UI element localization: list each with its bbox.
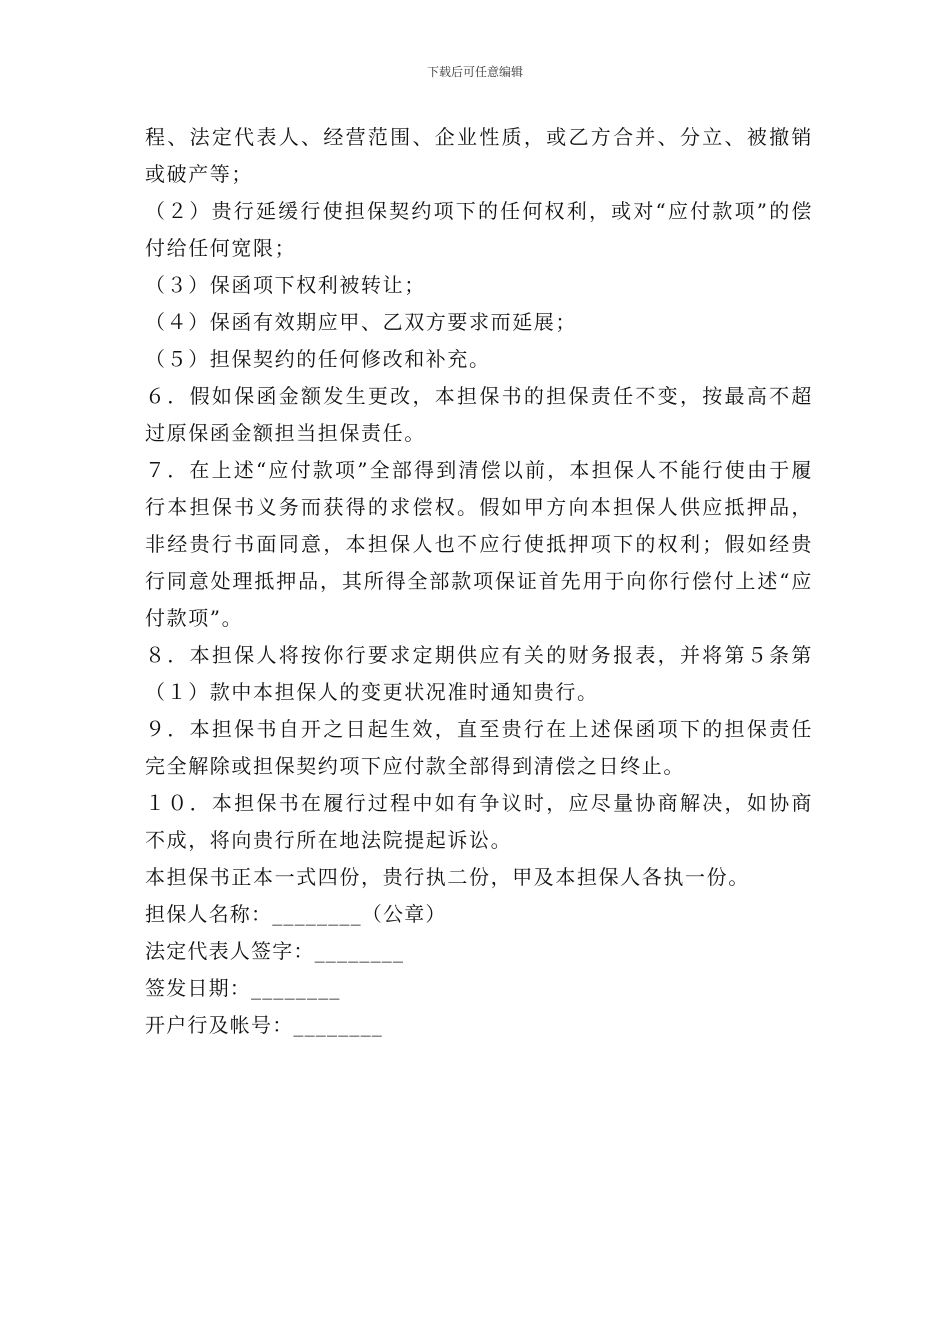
paragraph-clause-5-5: （５）担保契约的任何修改和补充。 (145, 347, 491, 371)
paragraph-clause-9: ９．本担保书自开之日起生效，直至贵行在上述保函项下的担保责任完全解除或担保契约项下应付款全部得到清偿之日终止。 (145, 717, 813, 778)
paragraph-clause-6: ６．假如保函金额发生更改，本担保书的担保责任不变，按最高不超过原保函金额担当担保责任。 (145, 384, 813, 445)
guarantor-name-field: 担保人名称：________（公章） (145, 902, 447, 926)
document-body (145, 119, 813, 1044)
issue-date-field: 签发日期：________ (145, 976, 341, 1000)
paragraph-clause-5-2: （２）贵行延缓行使担保契约项下的任何权利，或对“应付款项”的偿付给任何宽限； (145, 199, 813, 260)
paragraph-clause-10: １０．本担保书在履行过程中如有争议时，应尽量协商解决，如协商不成，将向贵行所在地法院提起诉讼。 (145, 791, 813, 852)
paragraph-copies-note: 本担保书正本一式四份，贵行执二份，甲及本担保人各执一份。 (145, 865, 750, 889)
paragraph-clause-7: ７．在上述“应付款项”全部得到清偿以前，本担保人不能行使由于履行本担保书义务而获得的求偿权。假如甲方向本担保人供应抵押品，非经贵行书面同意，本担保人也不应行使抵押项下的权利；假如经贵行同意处理抵押品，其所得全部款项保证首先用于向你行偿付上述“应付款项”。 (145, 458, 813, 630)
page-header-note: 下载后可任意编辑 (426, 65, 523, 79)
paragraph-clause-8: ８．本担保人将按你行要求定期供应有关的财务报表，并将第５条第（１）款中本担保人的变更状况准时通知贵行。 (145, 643, 813, 704)
bank-account-field: 开户行及帐号：________ (145, 1013, 383, 1037)
paragraph-clause-5-4: （４）保函有效期应甲、乙双方要求而延展； (145, 310, 577, 334)
paragraph-clause-5-3: （３）保函项下权利被转让； (145, 273, 426, 297)
paragraph-clause-5-1-continued: 程、法定代表人、经营范围、企业性质，或乙方合并、分立、被撤销或破产等； (145, 125, 813, 186)
legal-representative-signature-field: 法定代表人签字：________ (145, 939, 405, 963)
